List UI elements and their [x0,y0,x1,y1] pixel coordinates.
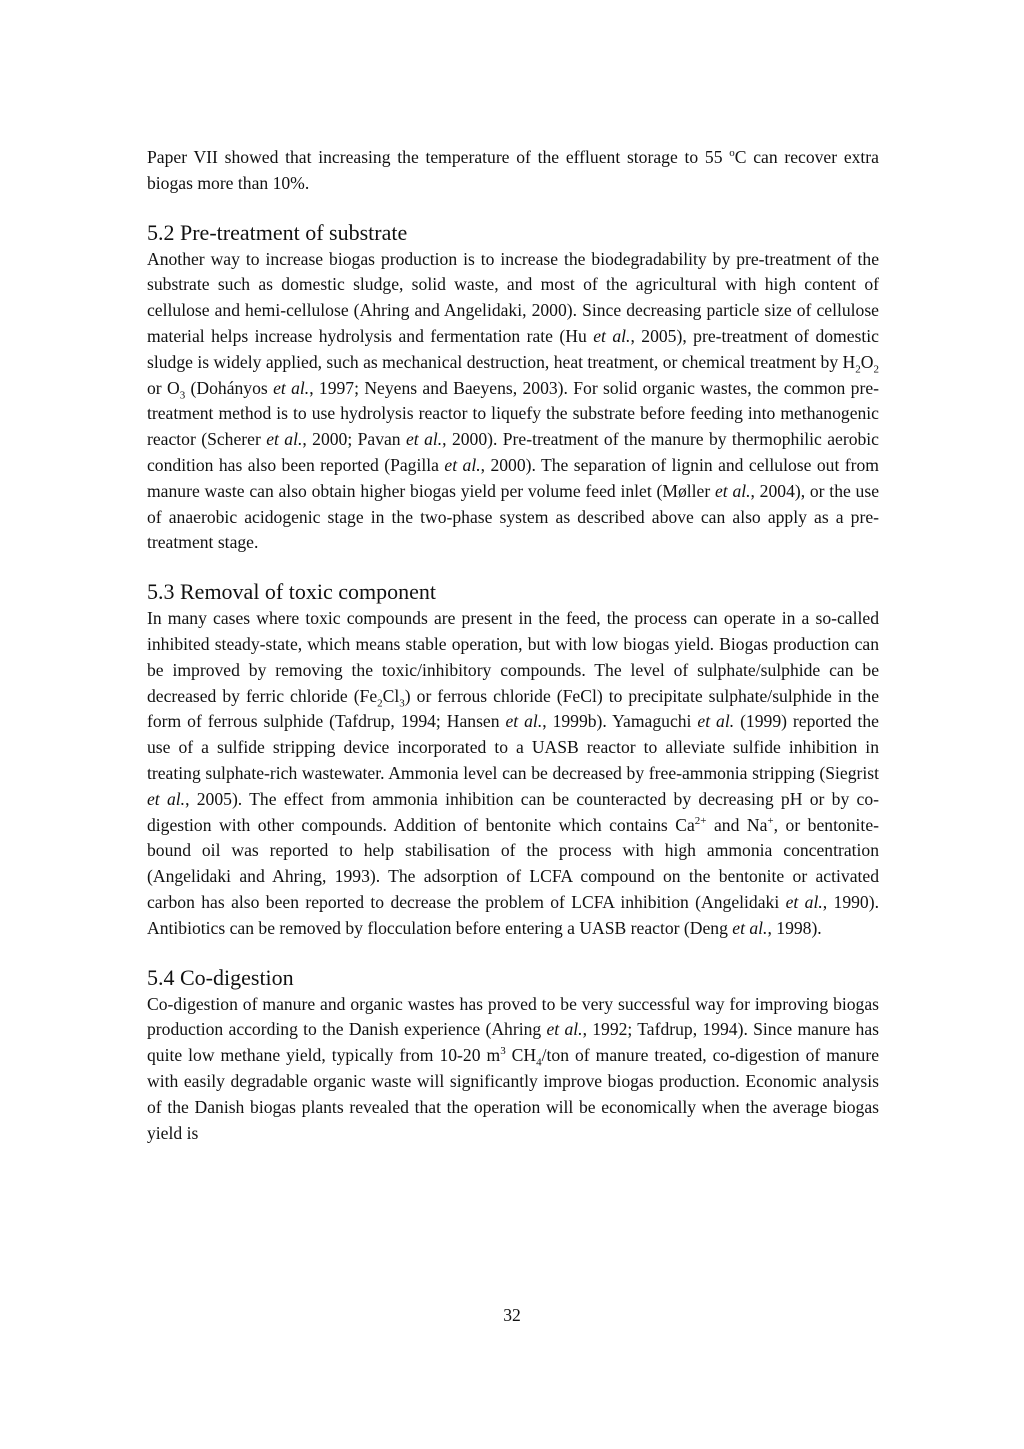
text-run: , 2000). Pre-treatment of the manure by thermophilic aerobic condition has also been reported (Pagilla [147,429,879,475]
text-run: Another way to increase biogas production is to increase the biodegradability by pre-treatment of the substrate such as domestic sludge, solid waste, and most of the agricultural with high content of cellulose and hemi-cellulose (Ahring and Angelidaki, 2000). Since decreasing particle size of cellulose material helps increase hydrolysis and fermentation rate (Hu [147,248,879,346]
italic-citation: et al. [147,788,186,809]
section-paragraph [147,247,879,557]
section-codigestion [147,964,879,1147]
text-run: , 1998). [767,917,822,938]
italic-citation: et al. [593,325,631,346]
text-run: /ton of manure treated, co-digestion of manure with easily degradable organic waste will significantly improve biogas production. Economic analysis of the Danish biogas plants revealed that the operation will be economically when the average biogas yield is [147,1045,879,1143]
page-number: 32 [503,1305,521,1325]
text-run: , 1999b). Yamaguchi [542,711,698,732]
text-run: , 1990). Antibiotics can be removed by flocculation before entering a UASB reactor (Deng [147,891,879,938]
italic-citation: et al. [266,429,303,450]
intro-text-cont: C can recover extra biogas more than 10%. [147,147,879,193]
page-body [147,145,879,1146]
italic-citation: et al. [714,480,751,501]
text-run: O [860,351,874,372]
text-run: and Na [706,814,768,835]
text-run: (Dohányos [185,377,274,398]
superscript: + [767,814,774,827]
subscript: 3 [399,697,405,710]
text-run: , 2000; Pavan [302,429,406,450]
text-run: Cl [382,685,400,706]
subscript: 2 [873,363,879,376]
text-run: , 2000). The separation of lignin and cellulose out from manure waste can also obtain higher biogas yield per volume feed inlet (Møller [147,454,879,501]
subscript: 3 [179,389,186,402]
italic-citation: et al. [444,454,481,475]
italic-citation: et al. [505,711,543,732]
text-run: , 2005). The effect from ammonia inhibition can be counteracted by decreasing pH or by co-digestion with other compounds. Addition of bentonite which contains Ca [147,788,879,835]
text-run: (1999) reported the use of a sulfide stripping device incorporated to a UASB reactor to alleviate sulfide inhibition in treating sulphate-rich wastewater. Ammonia level can be decreased by free-ammonia stripping (Siegrist [147,711,879,783]
text-run: , or bentonite-bound oil was reported to help stabilisation of the process with high ammonia concentration (Angelidaki and Ahring, 1993). The adsorption of LCFA compound on the bentonite or activated carbon has also been reported to decrease the problem of LCFA inhibition (Angelidaki [147,814,879,912]
italic-citation: et al. [697,711,735,732]
italic-citation: et al. [785,891,823,912]
italic-citation: et al. [405,429,443,450]
text-run: ) or ferrous chloride (FeCl) to precipitate sulphate/sulphide in the form of ferrous sulphide (Tafdrup, 1994; Hansen [147,685,880,732]
italic-citation: et al. [273,377,310,398]
text-run: Co-digestion of manure and organic wastes has proved to be very successful way for improving biogas production according to the Danish experience (Ahring [147,993,879,1040]
subscript: 4 [536,1056,542,1069]
text-run: , 1992; Tafdrup, 1994). Since manure has quite low methane yield, typically from 10-20 m [147,1019,879,1066]
text-run: In many cases where toxic compounds are present in the feed, the process can operate in a so-called inhibited steady-state, which means stable operation, but with low biogas yield. Biogas production can be improved by removing the toxic/inhibitory compounds. The level of sulphate/sulphide can be decreased by ferric chloride (Fe [147,608,879,706]
text-run: CH [505,1045,537,1066]
text-run: or O [147,377,180,398]
italic-citation: et al. [732,917,768,938]
section-paragraph [147,606,879,941]
subscript: 2 [855,363,861,376]
superscript: 2+ [694,814,707,827]
intro-paragraph [147,145,879,197]
section-heading: 5.3 Removal of toxic component [147,579,436,605]
intro-text: Paper VII showed that increasing the temperature of the effluent storage to 55 [147,147,723,167]
degree-superscript: o [729,147,735,160]
section-paragraph [147,992,879,1147]
text-run: , 2005), pre-treatment of domestic sludge is widely applied, such as mechanical destruction, heat treatment, or chemical treatment by H [147,325,879,372]
section-heading: 5.4 Co-digestion [147,964,294,990]
text-run: , 1997; Neyens and Baeyens, 2003). For solid organic wastes, the common pre-treatment method is to use hydrolysis reactor to liquefy the substrate before feeding into methanogenic reactor (Scherer [147,377,879,450]
subscript: 2 [377,697,383,710]
text-run: , 2004), or the use of anaerobic acidogenic stage in the two-phase system as described above can also apply as a pre-treatment stage. [147,480,880,553]
section-pretreatment [147,219,879,557]
section-toxic-removal [147,578,879,941]
superscript: 3 [500,1045,506,1058]
italic-citation: et al. [546,1019,583,1040]
section-heading: 5.2 Pre-treatment of substrate [147,219,408,245]
